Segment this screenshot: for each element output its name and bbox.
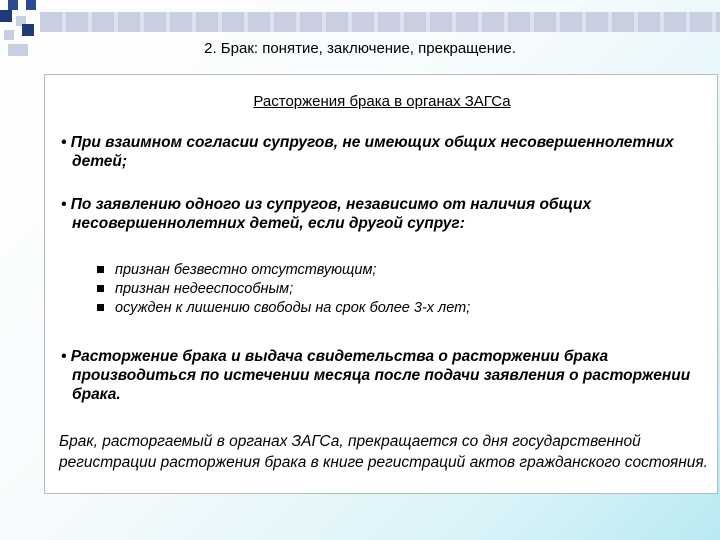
sub-list-item: [97, 261, 697, 280]
bullet-item: • Расторжение брака и выдача свидетельства о расторжении брака производиться по истечении месяца после подачи заявления о расторжении брака.: [61, 348, 691, 403]
box-title: Расторжения брака в органах ЗАГСа: [253, 93, 511, 110]
bullet-item: • При взаимном согласии супругов, не имеющих общих несовершеннолетних детей;: [61, 134, 674, 170]
sub-list-item-text: осужден к лишению свободы на срок более 3-х лет;: [115, 300, 471, 316]
top-decorative-bar: [40, 12, 720, 32]
sub-list-item: [97, 280, 697, 299]
sub-list-item: [97, 299, 697, 318]
corner-square: [4, 30, 14, 40]
sub-list-item-text: признан недееспособным;: [115, 281, 294, 297]
corner-square: [0, 10, 12, 22]
slide-title: 2. Брак: понятие, заключение, прекращение.: [204, 40, 516, 57]
corner-square: [26, 0, 36, 10]
corner-square: [22, 24, 34, 36]
footer-note: Брак, расторгаемый в органах ЗАГСа, прекращается со дня государственной регистрации расторжения брака в книге регистраций актов гражданского состояния.: [59, 433, 708, 471]
bullet-item: • По заявлению одного из супругов, независимо от наличия общих несовершеннолетних детей, если другой супруг:: [61, 196, 592, 232]
corner-square: [8, 0, 18, 10]
square-bullet-icon: [97, 266, 104, 273]
content-box: [44, 74, 718, 494]
square-bullet-icon: [97, 285, 104, 292]
sub-list: [97, 261, 697, 318]
square-bullet-icon: [97, 304, 104, 311]
sub-list-item-text: признан безвестно отсутствующим;: [115, 262, 377, 278]
